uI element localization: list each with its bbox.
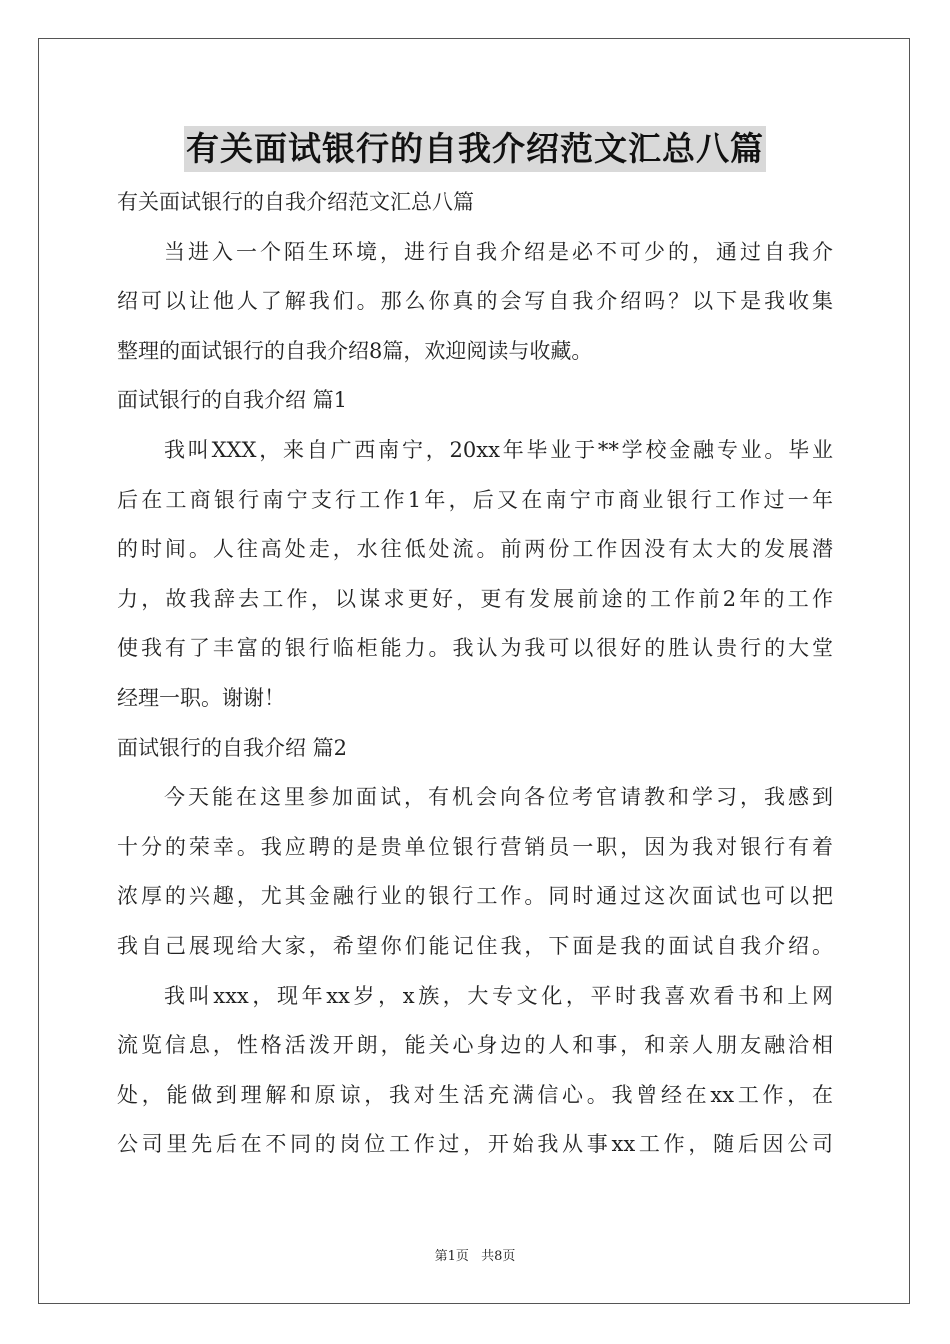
section2-para2-line: 我叫xxx，现年xx岁，x族，大专文化，平时我喜欢看书和上网 xyxy=(164,983,833,1008)
document-title: 有关面试银行的自我介绍范文汇总八篇 xyxy=(184,126,766,172)
section2-para2-line: 公司里先后在不同的岗位工作过，开始我从事xx工作，随后因公司 xyxy=(117,1132,833,1157)
section1-line: 经理一职。谢谢！ xyxy=(117,685,285,710)
section1-line: 我叫XXX，来自广西南宁，20xx年毕业于**学校金融专业。毕业 xyxy=(164,437,833,462)
page-number: 第1页 xyxy=(434,1249,469,1264)
intro-line: 当进入一个陌生环境，进行自我介绍是必不可少的，通过自我介 xyxy=(164,239,833,264)
section1-line: 的时间。人往高处走，水往低处流。前两份工作因没有太大的发展潜 xyxy=(117,537,833,562)
title-container xyxy=(0,126,950,172)
section1-line: 后在工商银行南宁支行工作1年，后又在南宁市商业银行工作过一年 xyxy=(117,487,833,512)
section2-para1-line: 今天能在这里参加面试，有机会向各位考官请教和学习，我感到 xyxy=(164,785,833,810)
section-heading-1: 面试银行的自我介绍 篇1 xyxy=(117,388,348,413)
section2-para1-line: 十分的荣幸。我应聘的是贵单位银行营销员一职，因为我对银行有着 xyxy=(117,834,833,859)
page-total: 共8页 xyxy=(481,1249,516,1264)
document-body xyxy=(117,178,833,1170)
document-subtitle: 有关面试银行的自我介绍范文汇总八篇 xyxy=(117,190,474,214)
section1-line: 力，故我辞去工作，以谋求更好，更有发展前途的工作前2年的工作 xyxy=(117,586,833,611)
intro-line: 绍可以让他人了解我们。那么你真的会写自我介绍吗？以下是我收集 xyxy=(117,289,833,314)
section2-para2-line: 流览信息，性格活泼开朗，能关心身边的人和事，和亲人朋友融洽相 xyxy=(117,1033,833,1058)
intro-line: 整理的面试银行的自我介绍8篇，欢迎阅读与收藏。 xyxy=(117,338,593,363)
section1-line: 使我有了丰富的银行临柜能力。我认为我可以很好的胜认贵行的大堂 xyxy=(117,636,833,661)
section-heading-2: 面试银行的自我介绍 篇2 xyxy=(117,735,348,760)
section2-para1-line: 我自己展现给大家，希望你们能记住我，下面是我的面试自我介绍。 xyxy=(117,933,833,958)
section2-para1-line: 浓厚的兴趣，尤其金融行业的银行工作。同时通过这次面试也可以把 xyxy=(117,884,833,909)
page-footer xyxy=(0,1245,950,1264)
section2-para2-line: 处，能做到理解和原谅，我对生活充满信心。我曾经在xx工作，在 xyxy=(117,1082,833,1107)
